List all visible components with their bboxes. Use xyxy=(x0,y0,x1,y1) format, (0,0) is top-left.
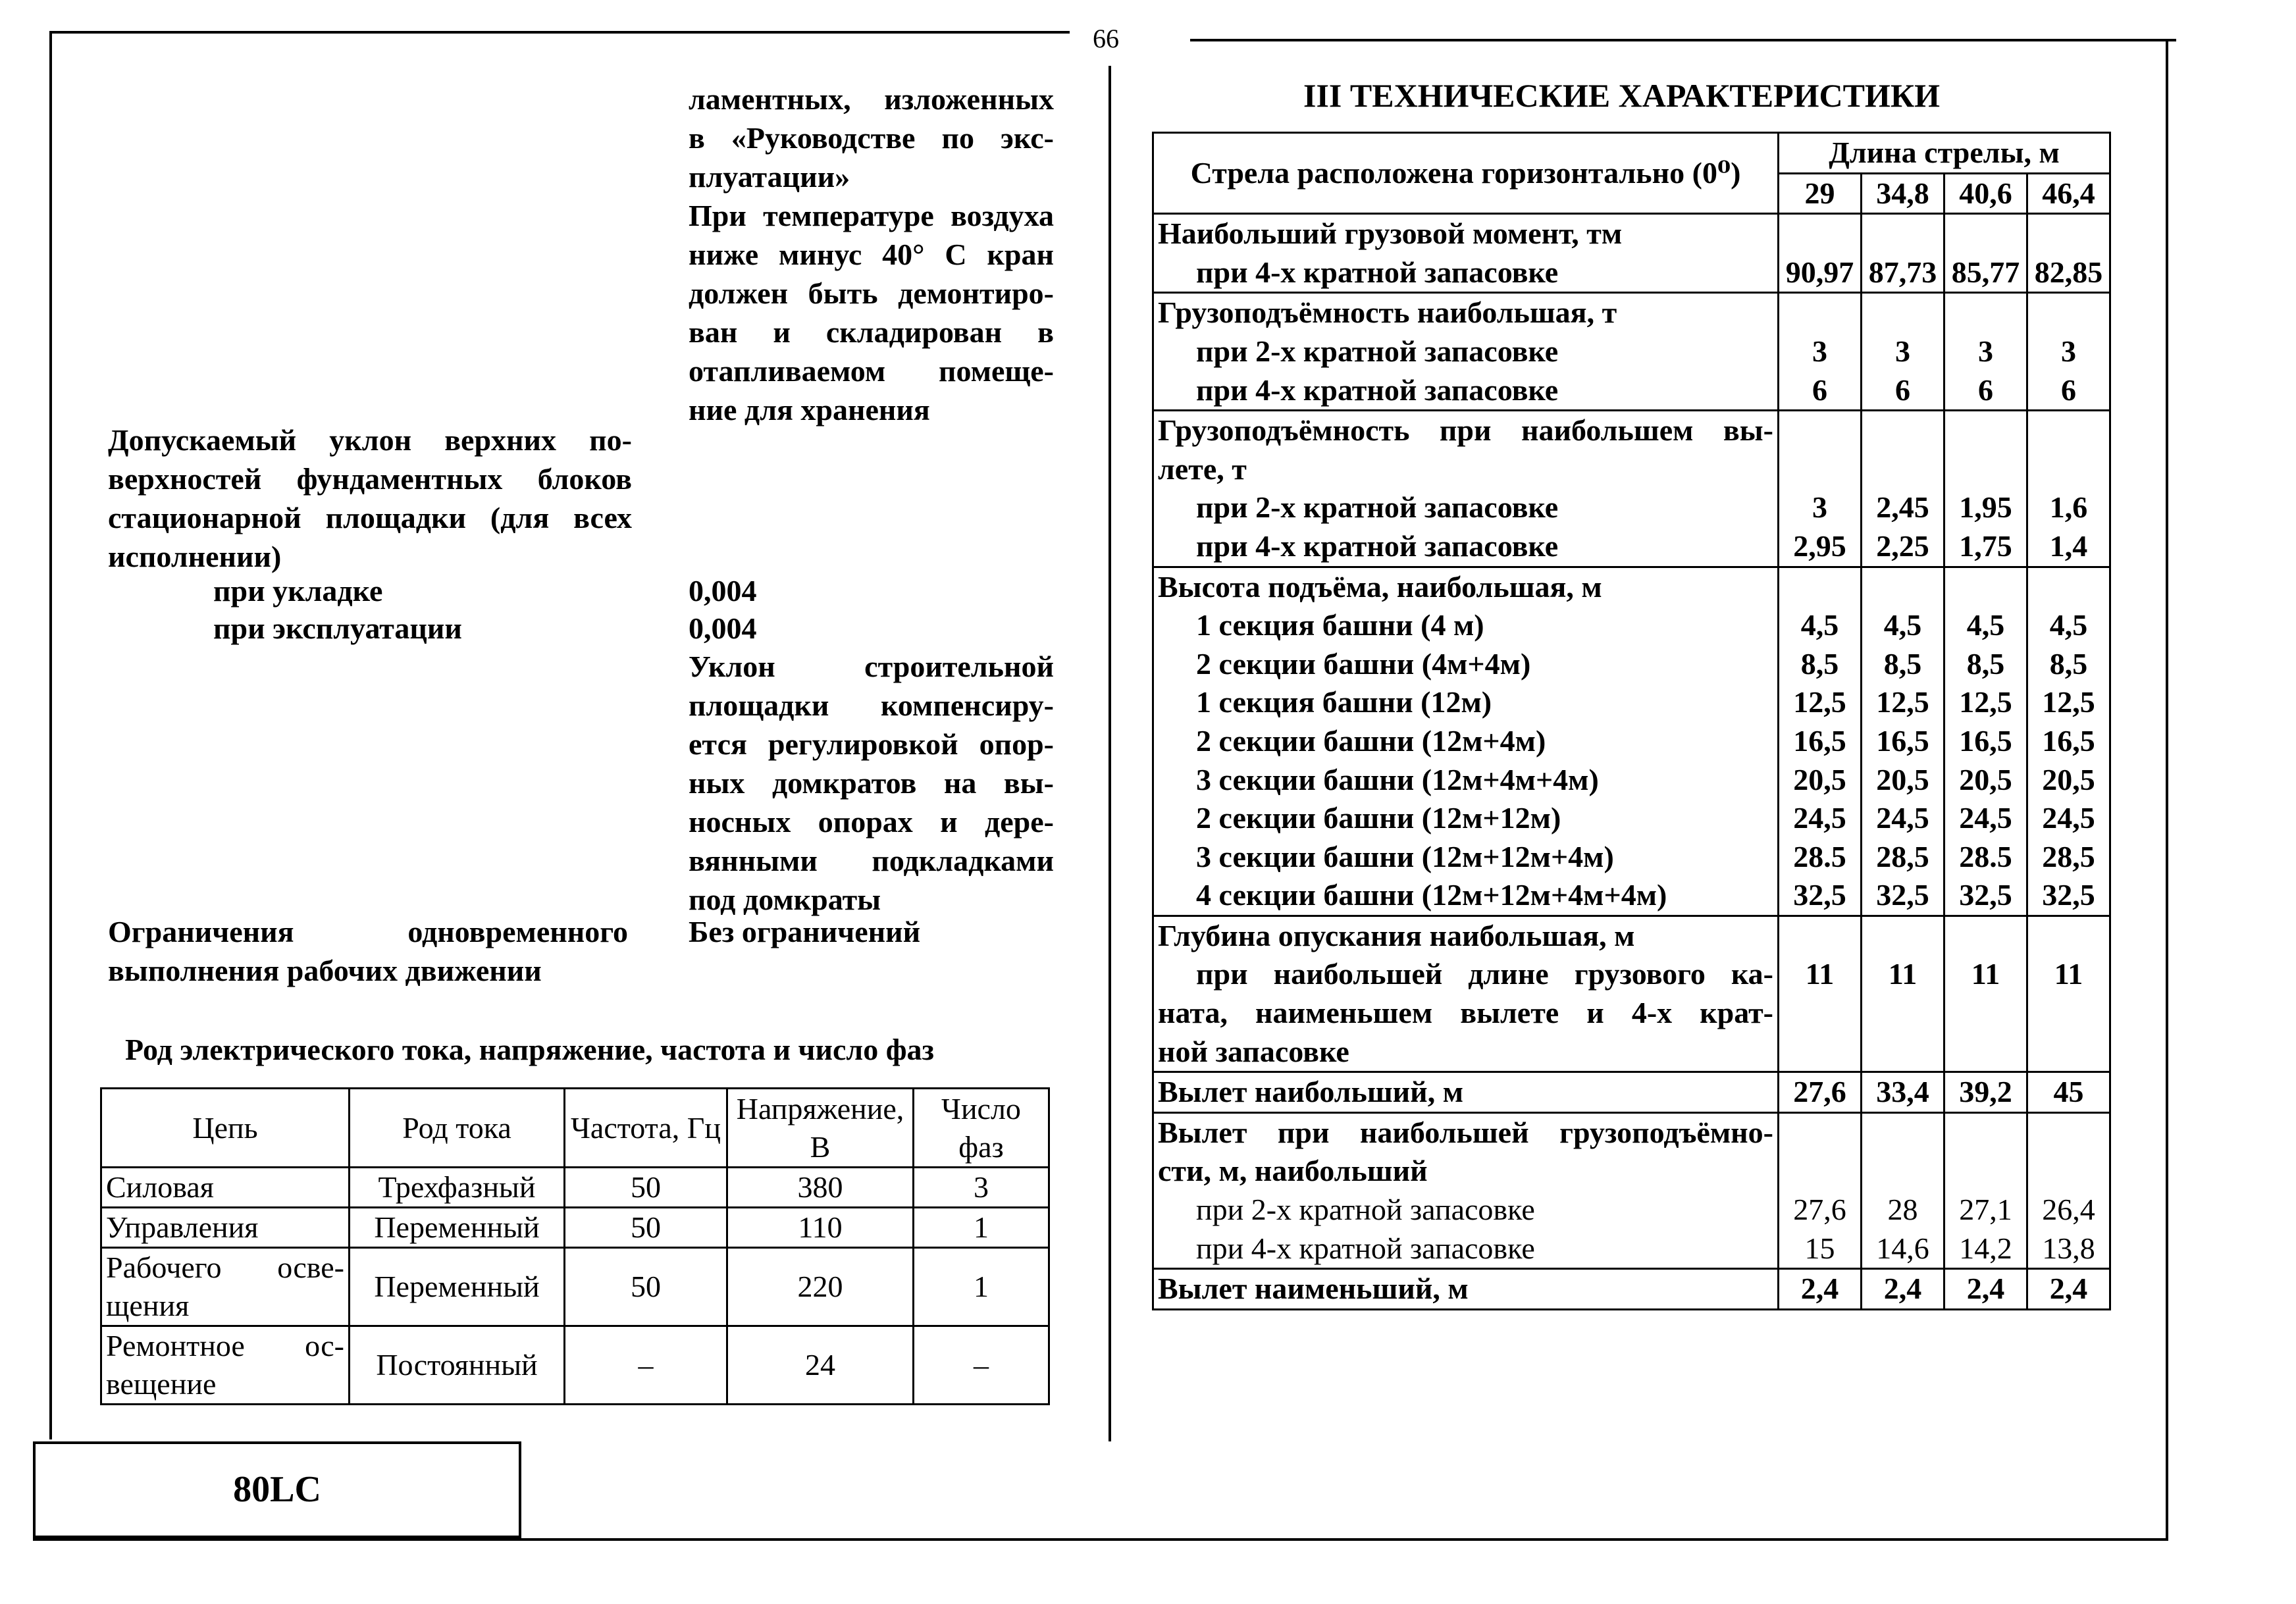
spec-value-spacer xyxy=(1864,1152,1942,1191)
spec-value: 6 xyxy=(1895,373,1910,407)
spec-group xyxy=(1153,293,2110,411)
spec-value: 8,5 xyxy=(1883,646,1922,681)
spec-value-spacer xyxy=(1781,294,1859,332)
spec-heading: сти, м, наибольший xyxy=(1158,1154,1428,1188)
spec-value-cell xyxy=(2027,214,2110,293)
spec-value-spacer xyxy=(1946,917,2025,956)
stamp-box xyxy=(33,1441,521,1538)
stamp-label: 80LC xyxy=(233,1469,321,1510)
spec-value-spacer xyxy=(2029,1152,2108,1191)
spec-label xyxy=(1153,293,1779,411)
cell-current-type: Переменный xyxy=(350,1208,565,1248)
cell-frequency: – xyxy=(565,1326,727,1405)
spec-value: 20,5 xyxy=(1876,762,1929,796)
spec-heading: лете, т xyxy=(1158,452,1247,486)
spec-value: 14,2 xyxy=(1959,1231,2012,1265)
spec-value: 4,5 xyxy=(2049,608,2088,642)
frame-bottom-edge xyxy=(33,1538,2168,1541)
spec-value-spacer xyxy=(1946,411,2025,450)
cell-circuit: Рабочего осве-щения xyxy=(101,1248,350,1326)
slope-label xyxy=(108,421,632,576)
spec-value: 2,4 xyxy=(2049,1272,2088,1306)
spec-value: 4,5 xyxy=(1800,608,1839,642)
spec-value: 14,6 xyxy=(1876,1231,1929,1265)
spec-value: 24,5 xyxy=(1793,801,1846,835)
spec-value-cell xyxy=(1862,567,1944,916)
spec-value-spacer xyxy=(1946,215,2025,253)
spec-value: 15 xyxy=(1804,1231,1835,1265)
spec-value-cell xyxy=(1779,1269,1862,1310)
spec-heading: Грузоподъёмность наибольшая, т xyxy=(1158,296,1617,330)
cell-circuit: Ремонтное ос-вещение xyxy=(101,1326,350,1405)
spec-value: 11 xyxy=(1971,957,2000,991)
spec-value-spacer xyxy=(1864,411,1942,450)
spec-value-cell xyxy=(1862,1269,1944,1310)
spec-row-label: 3 секции башни (12м+4м+4м) xyxy=(1196,762,1599,796)
boom-length-34-8: 34,8 xyxy=(1862,173,1944,214)
spec-value-spacer xyxy=(1781,917,1859,956)
spec-value-cell xyxy=(2027,1112,2110,1268)
spec-value: 8,5 xyxy=(1800,646,1839,681)
spec-value-spacer xyxy=(1946,1152,2025,1191)
slope-note-line: вянными подкладками xyxy=(689,844,1054,877)
boom-length-29: 29 xyxy=(1779,173,1862,214)
spec-value: 28,5 xyxy=(1876,839,1929,873)
spec-row-label: 4 секции башни (12м+12м+4м+4м) xyxy=(1196,878,1667,912)
spec-value-cell xyxy=(1779,916,1862,1072)
spec-row-label: 2 секции башни (12м+4м) xyxy=(1196,723,1546,758)
storage-note-line: отапливаемом помеще- xyxy=(689,354,1054,388)
spec-value: 2,4 xyxy=(1966,1272,2005,1306)
spec-value: 1,95 xyxy=(1959,490,2012,525)
spec-label xyxy=(1153,1112,1779,1268)
spec-row-label: 2 секции башни (12м+12м) xyxy=(1196,801,1561,835)
slope-note-line: Уклон строительной xyxy=(689,650,1054,683)
spec-value-spacer xyxy=(1781,411,1859,450)
spec-value: 33,4 xyxy=(1876,1075,1929,1109)
spec-value: 4,5 xyxy=(1883,608,1922,642)
table-row xyxy=(101,1208,1049,1248)
spec-value: 26,4 xyxy=(2042,1193,2095,1227)
spec-value: 16,5 xyxy=(1876,723,1929,758)
storage-note xyxy=(689,80,1054,429)
spec-value-spacer xyxy=(1946,568,2025,607)
cell-phases: 1 xyxy=(914,1208,1049,1248)
spec-value-spacer xyxy=(1781,1114,1859,1152)
spec-value: 2,4 xyxy=(1800,1272,1839,1306)
header-frequency: Частота, Гц xyxy=(565,1089,727,1168)
spec-value: 28.5 xyxy=(1793,839,1846,873)
cell-current-type: Постоянный xyxy=(350,1326,565,1405)
spec-value-cell xyxy=(2027,567,2110,916)
slope-note-line: ется регулировкой опор- xyxy=(689,727,1054,761)
spec-value: 24,5 xyxy=(1959,801,2012,835)
spec-value: 6 xyxy=(1978,373,1993,407)
spec-value: 12,5 xyxy=(1876,685,1929,719)
slope-laying-label: при укладке xyxy=(213,574,383,608)
frame-left-top-line xyxy=(49,31,1070,34)
spec-value-cell xyxy=(2027,1269,2110,1310)
slope-operation-label: при эксплуатации xyxy=(213,611,462,645)
spec-value: 3 xyxy=(2061,334,2077,368)
spec-group xyxy=(1153,916,2110,1072)
spec-value-cell xyxy=(1779,411,1862,567)
limits-label xyxy=(108,912,628,990)
spec-value: 3 xyxy=(1895,334,1910,368)
spec-value: 6 xyxy=(1812,373,1827,407)
storage-note-line: При температуре воздуха xyxy=(689,199,1054,232)
spec-value: 2,4 xyxy=(1883,1272,1922,1306)
spec-value-spacer xyxy=(1781,215,1859,253)
spec-heading: Вылет наименьший, м xyxy=(1158,1272,1469,1306)
slope-label-line: верхностей фундаментных блоков xyxy=(108,462,632,496)
spec-value-cell xyxy=(1862,293,1944,411)
spec-value: 32,5 xyxy=(2042,878,2095,912)
spec-label xyxy=(1153,1269,1779,1310)
spec-value-cell xyxy=(1944,293,2027,411)
spec-value-cell xyxy=(2027,1072,2110,1113)
spec-value-spacer xyxy=(1864,1114,1942,1152)
spec-value-cell xyxy=(1944,214,2027,293)
storage-note-line: должен быть демонтиро- xyxy=(689,276,1054,310)
cell-voltage: 220 xyxy=(727,1248,914,1326)
spec-value: 1,4 xyxy=(2049,529,2088,563)
spec-value: 11 xyxy=(2054,957,2083,991)
spec-value-spacer xyxy=(1781,450,1859,489)
spec-row-label: при 4-х кратной запасовке xyxy=(1196,255,1559,289)
center-divider xyxy=(1109,66,1111,1441)
spec-value: 87,73 xyxy=(1868,255,1937,289)
boom-length-40-6: 40,6 xyxy=(1944,173,2027,214)
spec-value-spacer xyxy=(1864,568,1942,607)
spec-row-label: 3 секции башни (12м+12м+4м) xyxy=(1196,839,1614,873)
table-row xyxy=(101,1248,1049,1326)
spec-heading: Наибольший грузовой момент, тм xyxy=(1158,217,1623,251)
spec-row-label: при 2-х кратной запасовке xyxy=(1196,1193,1535,1227)
slope-label-line: стационарной площадки (для всех xyxy=(108,501,632,534)
spec-label xyxy=(1153,567,1779,916)
spec-value: 32,5 xyxy=(1793,878,1846,912)
cell-frequency: 50 xyxy=(565,1208,727,1248)
spec-value: 2,45 xyxy=(1876,490,1929,525)
specs-table xyxy=(1152,132,2111,1310)
spec-row-label-cont: ната, наименьшем вылете и 4-х крат- xyxy=(1158,996,1773,1030)
spec-value-spacer xyxy=(2029,294,2108,332)
spec-value: 3 xyxy=(1812,490,1827,525)
spec-value: 27,6 xyxy=(1793,1193,1846,1227)
spec-value-cell xyxy=(1944,916,2027,1072)
spec-value-cell xyxy=(1944,1112,2027,1268)
storage-note-line: в «Руководстве по экс- xyxy=(689,121,1054,155)
spec-value: 12,5 xyxy=(1959,685,2012,719)
spec-row-label: 2 секции башни (4м+4м) xyxy=(1196,646,1531,681)
cell-voltage: 380 xyxy=(727,1168,914,1208)
slope-label-line: исполнении) xyxy=(108,540,282,573)
header-boom-length: Длина стрелы, м xyxy=(1779,133,2110,174)
spec-value: 45 xyxy=(2053,1075,2084,1109)
storage-note-line: ниже минус 40° С кран xyxy=(689,238,1054,271)
cell-current-type: Трехфазный xyxy=(350,1168,565,1208)
spec-value-spacer xyxy=(1781,568,1859,607)
spec-value: 90,97 xyxy=(1785,255,1854,289)
frame-right-top-line xyxy=(1190,39,2176,41)
header-boom-position: Стрела расположена горизонтально (0⁰) xyxy=(1153,133,1779,214)
spec-row-label: 1 секция башни (4 м) xyxy=(1196,608,1484,642)
spec-heading: Вылет наибольший, м xyxy=(1158,1075,1464,1109)
spec-value: 6 xyxy=(2061,373,2077,407)
cell-voltage: 110 xyxy=(727,1208,914,1248)
spec-value-spacer xyxy=(2029,917,2108,956)
slope-note-line: ных домкратов на вы- xyxy=(689,766,1054,800)
spec-value: 20,5 xyxy=(1959,762,2012,796)
spec-value: 11 xyxy=(1805,957,1835,991)
spec-value-cell xyxy=(1862,411,1944,567)
spec-value-spacer xyxy=(1864,917,1942,956)
spec-heading: Грузоподъёмность при наибольшем вы- xyxy=(1158,413,1773,448)
limits-value: Без ограничений xyxy=(689,915,921,948)
spec-value: 16,5 xyxy=(1793,723,1846,758)
spec-value: 39,2 xyxy=(1959,1075,2012,1109)
spec-value-spacer xyxy=(1864,215,1942,253)
limits-label-line: выполнения рабочих движении xyxy=(108,954,542,987)
spec-group xyxy=(1153,1112,2110,1268)
spec-value-cell xyxy=(1944,1269,2027,1310)
spec-value: 24,5 xyxy=(2042,801,2095,835)
spec-heading: Глубина опускания наибольшая, м xyxy=(1158,918,1635,952)
spec-heading: Вылет при наибольшей грузоподъёмно- xyxy=(1158,1115,1773,1149)
spec-value: 3 xyxy=(1812,334,1827,368)
spec-value-spacer xyxy=(1781,1152,1859,1191)
spec-value: 82,85 xyxy=(2034,255,2103,289)
spec-value-spacer xyxy=(1864,294,1942,332)
boom-length-46-4: 46,4 xyxy=(2027,173,2110,214)
spec-value-cell xyxy=(1862,1112,1944,1268)
storage-note-line: ламентных, изложенных xyxy=(689,82,1054,116)
slope-operation-value: 0,004 xyxy=(689,611,757,645)
frame-left-edge xyxy=(49,31,52,1439)
spec-value: 2,25 xyxy=(1876,529,1929,563)
spec-value: 2,95 xyxy=(1793,529,1846,563)
spec-label xyxy=(1153,1072,1779,1113)
spec-value: 1,75 xyxy=(1959,529,2012,563)
spec-value-cell xyxy=(1944,567,2027,916)
spec-row-label: при 2-х кратной запасовке xyxy=(1196,490,1559,525)
slope-note xyxy=(689,647,1054,919)
cell-frequency: 50 xyxy=(565,1248,727,1326)
cell-voltage: 24 xyxy=(727,1326,914,1405)
spec-value: 3 xyxy=(1978,334,1993,368)
spec-value-spacer xyxy=(2029,450,2108,489)
spec-value-cell xyxy=(1862,214,1944,293)
cell-phases: 1 xyxy=(914,1248,1049,1326)
spec-value-cell xyxy=(1944,1072,2027,1113)
spec-group xyxy=(1153,1269,2110,1310)
spec-heading: Высота подъёма, наибольшая, м xyxy=(1158,569,1602,604)
spec-value-cell xyxy=(1779,567,1862,916)
spec-value-spacer xyxy=(1946,450,2025,489)
storage-note-line: ван и складирован в xyxy=(689,315,1054,349)
header-circuit: Цепь xyxy=(101,1089,350,1168)
page-number: 66 xyxy=(1093,24,1119,53)
storage-note-line: плуатации» xyxy=(689,160,850,194)
spec-label xyxy=(1153,411,1779,567)
spec-value-cell xyxy=(1862,916,1944,1072)
spec-value: 16,5 xyxy=(1959,723,2012,758)
table-row xyxy=(101,1326,1049,1405)
spec-value: 28.5 xyxy=(1959,839,2012,873)
spec-group xyxy=(1153,411,2110,567)
spec-value-cell xyxy=(1779,293,1862,411)
slope-laying-value: 0,004 xyxy=(689,574,757,608)
spec-group xyxy=(1153,567,2110,916)
spec-row-label: 1 секция башни (12м) xyxy=(1196,685,1492,719)
spec-value-cell xyxy=(1779,1112,1862,1268)
limits-label-line: Ограничения одновременного xyxy=(108,915,628,948)
slope-label-line: Допускаемый уклон верхних по- xyxy=(108,423,632,457)
spec-value: 1,6 xyxy=(2049,490,2088,525)
spec-value: 12,5 xyxy=(1793,685,1846,719)
spec-value-spacer xyxy=(1946,1114,2025,1152)
spec-label xyxy=(1153,916,1779,1072)
spec-value-spacer xyxy=(2029,215,2108,253)
spec-row-label: при 4-х кратной запасовке xyxy=(1196,1231,1535,1265)
cell-current-type: Переменный xyxy=(350,1248,565,1326)
spec-value: 12,5 xyxy=(2042,685,2095,719)
spec-value: 8,5 xyxy=(1966,646,2005,681)
spec-value: 27,6 xyxy=(1793,1075,1846,1109)
electric-caption: Род электрического тока, напряжение, частота и число фаз xyxy=(125,1033,935,1066)
spec-value: 16,5 xyxy=(2042,723,2095,758)
spec-value-spacer xyxy=(2029,411,2108,450)
cell-frequency: 50 xyxy=(565,1168,727,1208)
spec-value-cell xyxy=(2027,916,2110,1072)
spec-value-cell xyxy=(1944,411,2027,567)
spec-value: 32,5 xyxy=(1959,878,2012,912)
spec-value-cell xyxy=(1862,1072,1944,1113)
cell-circuit: Силовая xyxy=(101,1168,350,1208)
slope-note-line: носных опорах и дере- xyxy=(689,805,1054,839)
slope-note-line: под домкраты xyxy=(689,883,881,916)
spec-value-spacer xyxy=(2029,568,2108,607)
spec-value: 27,1 xyxy=(1959,1193,2012,1227)
spec-value: 28 xyxy=(1887,1193,1918,1227)
spec-group xyxy=(1153,1072,2110,1113)
spec-value: 28,5 xyxy=(2042,839,2095,873)
spec-value-cell xyxy=(2027,411,2110,567)
spec-value-spacer xyxy=(2029,1114,2108,1152)
electric-table xyxy=(100,1087,1050,1405)
spec-row-label-cont: ной запасовке xyxy=(1158,1034,1349,1068)
spec-value-spacer xyxy=(1864,450,1942,489)
header-phases: Число фаз xyxy=(914,1089,1049,1168)
table-row xyxy=(101,1168,1049,1208)
header-current-type: Род тока xyxy=(350,1089,565,1168)
spec-value-cell xyxy=(2027,293,2110,411)
spec-value-cell xyxy=(1779,214,1862,293)
spec-value: 20,5 xyxy=(2042,762,2095,796)
cell-phases: – xyxy=(914,1326,1049,1405)
spec-value: 13,8 xyxy=(2042,1231,2095,1265)
spec-value: 85,77 xyxy=(1951,255,2020,289)
page-title: III ТЕХНИЧЕСКИЕ ХАРАКТЕРИСТИКИ xyxy=(1303,77,1940,114)
spec-value-spacer xyxy=(1946,294,2025,332)
slope-note-line: площадки компенсиру- xyxy=(689,688,1054,722)
spec-group xyxy=(1153,214,2110,293)
spec-label xyxy=(1153,214,1779,293)
storage-note-line: ние для хранения xyxy=(689,393,930,427)
frame-right-edge xyxy=(2166,39,2168,1539)
spec-value-cell xyxy=(1779,1072,1862,1113)
spec-row-label: при 2-х кратной запасовке xyxy=(1196,334,1559,368)
spec-row-label: при наибольшей длине грузового ка- xyxy=(1196,957,1773,991)
spec-row-label: при 4-х кратной запасовке xyxy=(1196,529,1559,563)
cell-circuit: Управления xyxy=(101,1208,350,1248)
header-voltage: Напряжение, В xyxy=(727,1089,914,1168)
spec-value: 24,5 xyxy=(1876,801,1929,835)
spec-value: 11 xyxy=(1888,957,1918,991)
spec-value: 8,5 xyxy=(2049,646,2088,681)
spec-value: 20,5 xyxy=(1793,762,1846,796)
cell-phases: 3 xyxy=(914,1168,1049,1208)
spec-value: 32,5 xyxy=(1876,878,1929,912)
spec-value: 4,5 xyxy=(1966,608,2005,642)
spec-row-label: при 4-х кратной запасовке xyxy=(1196,373,1559,407)
